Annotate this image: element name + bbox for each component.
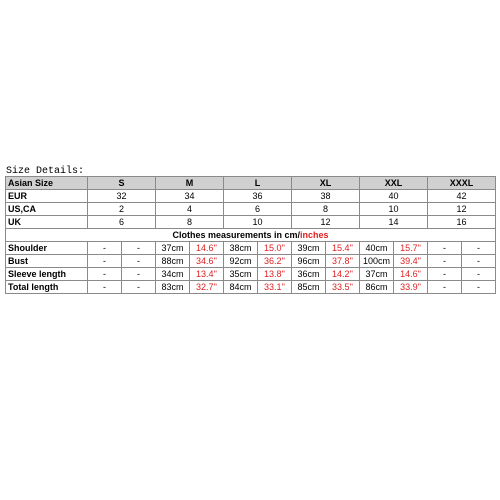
cm-value-cell: - (428, 255, 462, 268)
inch-value-cell: 39.4'' (394, 255, 428, 268)
inch-value-cell: 13.4'' (190, 268, 224, 281)
table-row (6, 255, 496, 268)
cm-value-cell: - (428, 268, 462, 281)
inch-value-cell: 13.8'' (258, 268, 292, 281)
size-value-cell: 32 (88, 190, 156, 203)
cm-value-cell: 96cm (292, 255, 326, 268)
table-row (6, 242, 496, 255)
size-details-title: Size Details: (6, 166, 85, 177)
cm-value-cell: 85cm (292, 281, 326, 294)
size-value-cell: 34 (156, 190, 224, 203)
table-row (6, 281, 496, 294)
cm-value-cell: - (88, 268, 122, 281)
size-value-cell: 14 (360, 216, 428, 229)
inch-value-cell: 34.6'' (190, 255, 224, 268)
size-value-cell: 10 (224, 216, 292, 229)
row-label-cell: Shoulder (6, 242, 88, 255)
cm-value-cell: 92cm (224, 255, 258, 268)
inch-value-cell: 33.5'' (326, 281, 360, 294)
measurements-label-inches: inches (300, 230, 329, 240)
cm-value-cell: 100cm (360, 255, 394, 268)
row-label-cell: EUR (6, 190, 88, 203)
size-value-cell: 8 (156, 216, 224, 229)
size-value-cell: 12 (428, 203, 496, 216)
cm-value-cell: 86cm (360, 281, 394, 294)
cm-value-cell: - (428, 242, 462, 255)
cm-value-cell: 88cm (156, 255, 190, 268)
cm-value-cell: 84cm (224, 281, 258, 294)
inch-value-cell: 32.7'' (190, 281, 224, 294)
cm-value-cell: - (462, 255, 496, 268)
size-value-cell: 12 (292, 216, 360, 229)
size-header-cell: L (224, 177, 292, 190)
cm-value-cell: - (462, 242, 496, 255)
cm-value-cell: - (88, 255, 122, 268)
table-row (6, 216, 496, 229)
row-label-cell: Bust (6, 255, 88, 268)
size-value-cell: 2 (88, 203, 156, 216)
cm-value-cell: - (462, 268, 496, 281)
measurements-label-row (6, 229, 496, 242)
cm-value-cell: 36cm (292, 268, 326, 281)
table-row (6, 190, 496, 203)
measurements-label-text: Clothes measurements in cm/ (172, 230, 301, 240)
table-header-row (6, 177, 496, 190)
size-value-cell: 40 (360, 190, 428, 203)
size-header-cell: M (156, 177, 224, 190)
cm-value-cell: - (122, 255, 156, 268)
size-header-cell: XXXL (428, 177, 496, 190)
cm-value-cell: 39cm (292, 242, 326, 255)
inch-value-cell: 15.7'' (394, 242, 428, 255)
size-value-cell: 42 (428, 190, 496, 203)
inch-value-cell: 15.4'' (326, 242, 360, 255)
inch-value-cell: 33.9'' (394, 281, 428, 294)
size-header-cell: XXL (360, 177, 428, 190)
size-header-cell: XL (292, 177, 360, 190)
size-value-cell: 38 (292, 190, 360, 203)
row-label-cell: Total length (6, 281, 88, 294)
header-label-cell: Asian Size (6, 177, 88, 190)
size-value-cell: 10 (360, 203, 428, 216)
cm-value-cell: 83cm (156, 281, 190, 294)
cm-value-cell: - (122, 268, 156, 281)
cm-value-cell: 37cm (156, 242, 190, 255)
cm-value-cell: 40cm (360, 242, 394, 255)
size-value-cell: 6 (224, 203, 292, 216)
cm-value-cell: 35cm (224, 268, 258, 281)
size-value-cell: 8 (292, 203, 360, 216)
size-chart-table (5, 176, 496, 294)
inch-value-cell: 36.2'' (258, 255, 292, 268)
cm-value-cell: - (88, 242, 122, 255)
row-label-cell: Sleeve length (6, 268, 88, 281)
size-value-cell: 16 (428, 216, 496, 229)
row-label-cell: US,CA (6, 203, 88, 216)
inch-value-cell: 15.0'' (258, 242, 292, 255)
inch-value-cell: 14.2'' (326, 268, 360, 281)
inch-value-cell: 14.6'' (394, 268, 428, 281)
row-label-cell: UK (6, 216, 88, 229)
inch-value-cell: 33.1'' (258, 281, 292, 294)
size-header-cell: S (88, 177, 156, 190)
cm-value-cell: 37cm (360, 268, 394, 281)
cm-value-cell: - (122, 281, 156, 294)
table-row (6, 268, 496, 281)
size-value-cell: 4 (156, 203, 224, 216)
cm-value-cell: - (462, 281, 496, 294)
cm-value-cell: 34cm (156, 268, 190, 281)
inch-value-cell: 37.8'' (326, 255, 360, 268)
size-value-cell: 36 (224, 190, 292, 203)
table-row (6, 203, 496, 216)
cm-value-cell: - (428, 281, 462, 294)
size-value-cell: 6 (88, 216, 156, 229)
cm-value-cell: - (88, 281, 122, 294)
cm-value-cell: 38cm (224, 242, 258, 255)
measurements-label-cell (6, 229, 496, 242)
inch-value-cell: 14.6'' (190, 242, 224, 255)
cm-value-cell: - (122, 242, 156, 255)
